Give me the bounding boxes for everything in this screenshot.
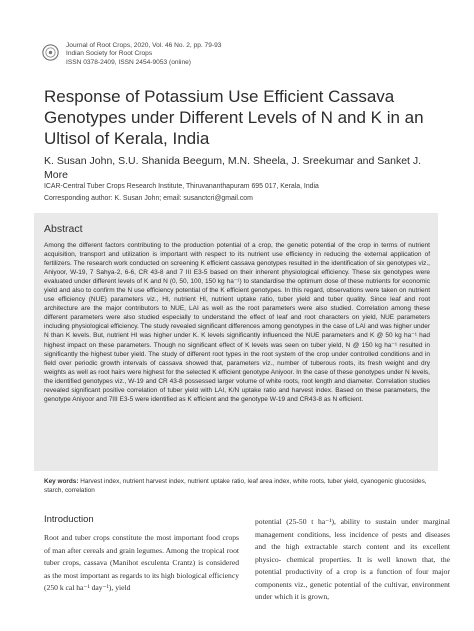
intro-left-column: Root and tuber crops constitute the most important food crops of man after cereals and grain legumes. Among the tropical root tuber crops, cassava (Manihot esculenta Crantz) is considered as the most important as regards to its high biological efficiency (250 k cal ha⁻¹ day⁻¹), yield	[44, 533, 239, 592]
author-list: K. Susan John, S.U. Shanida Beegum, M.N. Sheela, J. Sreekumar and Sanket J. More	[44, 155, 422, 181]
keywords-label: Key words:	[44, 478, 79, 485]
journal-issn: ISSN 0378-2409, ISSN 2454-9053 (online)	[66, 58, 191, 66]
keywords-text: Harvest index, nutrient harvest index, nutrient uptake ratio, leaf area index, white roots, tuber yield, cyanogenic glucosides, starch, correlation	[44, 478, 427, 494]
affiliation: ICAR-Central Tuber Crops Research Institute, Thiruvananthapuram 695 017, Kerala, India	[44, 183, 319, 190]
intro-right-column: potential (25-50 t ha⁻¹), ability to sustain under marginal management conditions, less incidence of pests and diseases and the high extractable starch content and its excellent physico- chemical properties. It is well known that, the potential productivity of a crop is a function of four major components viz., genetic potential of the cultivar, environment under which it is grown,	[255, 517, 450, 601]
introduction-heading: Introduction	[44, 514, 94, 525]
journal-society: Indian Society for Root Crops	[66, 50, 153, 58]
keywords	[44, 477, 439, 495]
abstract-heading: Abstract	[44, 223, 83, 235]
society-logo-icon	[42, 44, 59, 61]
corresponding-author: Corresponding author: K. Susan John; email: susanctcri@gmail.com	[44, 195, 253, 202]
abstract-box	[34, 213, 438, 471]
journal-info	[66, 42, 221, 67]
paper-title: Response of Potassium Use Efficient Cassava Genotypes under Different Levels of N and K in an Ultisol of Kerala, India	[44, 87, 424, 148]
abstract-text: Among the different factors contributing to the production potential of a crop, the genetic potential of the crop in terms of nutrient acquisition, transport and utilization is important with respect to its nutrient use efficiency in reducing the external application of fertilizers. The research work conducted on screening K efficient cassava genotypes resulted in the identification of six genotypes viz., Aniyoor, W-19, 7 Sahya-2, 6-6, CR 43-8 and 7 III E3-5 based on their inherent physiological efficiency. These six genotypes were evaluated under different levels of K and N (0, 50, 100, 150 kg ha⁻¹) to standardise the optimum dose of these nutrients for economic yield and also to confirm the N use efficiency potential of the K efficient genotypes. In this regard, observations were taken on nutrient use efficiency (NUE) parameters viz., HI, nutrient HI, nutrient uptake ratio, tuber yield and tuber quality. Since leaf and root architecture are the major contributors to NUE, LAI as well as the root parameters were also studied. Correlation among these different parameters were also studied especially to understand the effect of leaf and root characters on yield, NUE parameters including physiological efficiency. The study revealed significant differences among genotypes in the case of LAI and was higher under N than K levels. But, nutrient HI was higher under K. K levels significantly influenced the NUE parameters and K @ 50 kg ha⁻¹ had highest impact on these parameters. Though no significant effect of K levels was seen on tuber yield, N @ 150 kg ha⁻¹ resulted in significantly the highest tuber yield. The study of different root types in the root system of the crop under controlled conditions and in field over periodic growth intervals of cassava showed that, parameters viz., number of tuberous roots, its fresh weight and dry weights as well as root hairs were highest for the selected K efficient genotype Aniyoor. In the case of these genotypes under N levels, the identified genotypes viz., W-19 and CR 43-8 possessed larger volume of white roots, root length and diameter. Correlation studies revealed significant positive correlation of tuber yield with LAI, K/N uptake ratio and harvest index. Based on these parameters, the genotype Aniyoor and 7III E3-5 were identified as K efficient and the genotype W-19 and CR43-8 as N efficient.	[44, 242, 430, 403]
journal-citation: Journal of Root Crops, 2020, Vol. 46 No. 2, pp. 79-93	[66, 42, 222, 49]
